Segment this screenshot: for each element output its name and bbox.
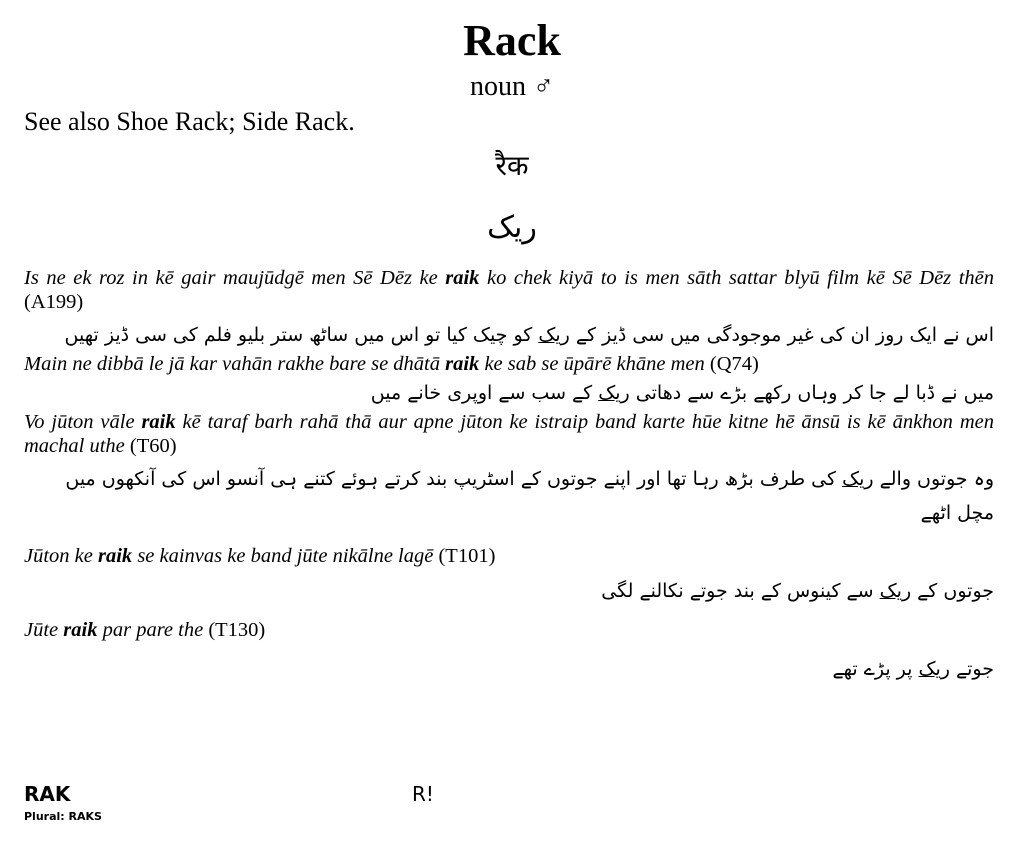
example-item (24, 544, 994, 608)
example-item (24, 618, 994, 686)
urdu-keyword: ریک (538, 324, 570, 346)
urdu-keyword: ریک (598, 382, 630, 404)
example-transliteration (24, 544, 994, 568)
example-transliteration (24, 410, 994, 458)
translit-text: Is ne ek roz in kē gair maujūdgē men Sē Dēz ke (24, 267, 446, 289)
example-transliteration (24, 266, 994, 314)
urdu-text: کو چیک کیا تو اس میں ساٹھ ستر بلیو فلم کی سی ڈیز تھیں (64, 324, 539, 346)
translit-keyword: raik (63, 619, 98, 641)
part-of-speech: noun ♂ (470, 71, 554, 102)
urdu-text: کی طرف بڑھ رہا تھا اور اپنے جوتوں کے اسٹریپ بند کرتے ہوئے کتنے ہی آنسو اس کی آنکھوں میں مچل اٹھے (65, 468, 994, 524)
example-urdu (24, 318, 994, 352)
example-urdu (24, 574, 994, 608)
translit-text: ko chek kiyā to is men sāth sattar blyū film kē Sē Dēz thēn (479, 267, 994, 289)
source-reference: (A199) (24, 291, 84, 313)
translit-text: ke sab se ūpārē khāne men (479, 353, 705, 375)
urdu-term: ریک (487, 210, 537, 245)
source-reference: (T130) (203, 619, 266, 641)
urdu-text: سے کینوس کے بند جوتے نکالنے لگی (601, 580, 880, 602)
urdu-text: وہ جوتوں والے (873, 468, 994, 490)
translit-text: Jūte (24, 619, 64, 641)
example-item (24, 266, 994, 352)
headword: Rack (463, 16, 561, 65)
translit-text: par pare the (97, 619, 204, 641)
translit-keyword: raik (98, 545, 133, 567)
example-item (24, 410, 994, 530)
see-also-note: See also Shoe Rack; Side Rack. (24, 107, 355, 136)
source-reference: (T60) (124, 435, 177, 457)
example-urdu (24, 376, 994, 410)
translit-keyword: raik (445, 267, 480, 289)
urdu-text: میں نے ڈبا لے جا کر وہاں رکھے بڑے سے دھاتی (629, 382, 994, 404)
translit-text: kē taraf barh rahā thā aur apne jūton ke istraip band karte hūe kitne hē ānsū is kē ānkhon men machal uthe (24, 411, 994, 457)
urdu-keyword: ریک (842, 468, 874, 490)
example-transliteration (24, 352, 994, 376)
translit-text: Jūton ke (24, 545, 98, 567)
source-reference: (Q74) (704, 353, 759, 375)
urdu-keyword: ریک (879, 580, 912, 602)
hindi-term: रैक (495, 149, 529, 182)
source-reference: (T101) (433, 545, 496, 567)
urdu-text: پر پڑے تھے (832, 658, 919, 680)
example-transliteration (24, 618, 994, 642)
translit-text: Vo jūton vāle (24, 411, 142, 433)
example-list (24, 266, 994, 686)
urdu-text: جوتے (949, 658, 994, 680)
plural-note: Plural: RAKS (24, 810, 102, 823)
translit-text: se kainvas ke band jūte nikālne lagē (132, 545, 434, 567)
urdu-keyword: ریک (918, 658, 950, 680)
translit-keyword: raik (445, 353, 480, 375)
pronunciation-label: RAK (24, 782, 71, 806)
urdu-text: اس نے ایک روز ان کی غیر موجودگی میں سی ڈیز کے (569, 324, 994, 346)
entry-marker: R! (412, 782, 434, 806)
translit-text: Main ne dibbā le jā kar vahān rakhe bare se dhātā (24, 353, 446, 375)
translit-keyword: raik (141, 411, 176, 433)
example-urdu (24, 462, 994, 530)
urdu-text: کے سب سے اوپری خانے میں (370, 382, 599, 404)
example-urdu (24, 652, 994, 686)
example-item (24, 352, 994, 410)
urdu-text: جوتوں کے (911, 580, 994, 602)
